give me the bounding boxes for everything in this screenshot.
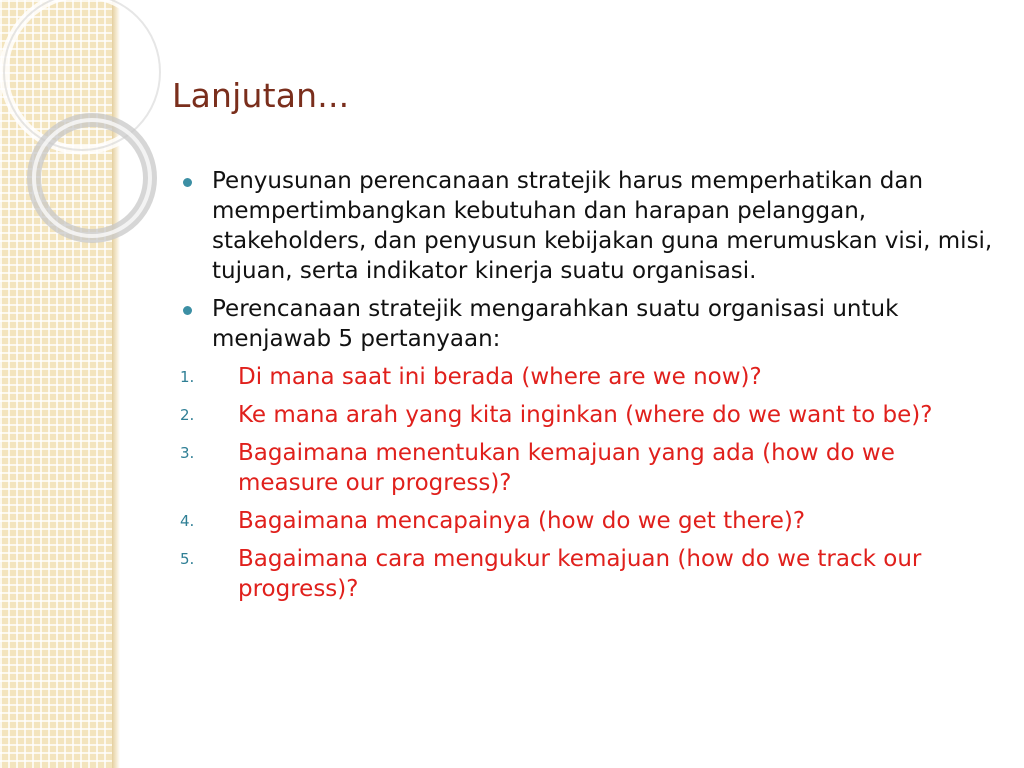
numbered-list xyxy=(180,362,1000,604)
number-marker: 1. xyxy=(180,368,195,386)
bullet-dot-icon xyxy=(183,306,192,315)
numbered-text: Bagaimana cara mengukur kemajuan (how do we track our progress)? xyxy=(238,546,922,602)
bullet-list xyxy=(180,166,1000,354)
numbered-item xyxy=(180,400,1000,430)
bullet-item xyxy=(180,166,1000,286)
bullet-text: Perencanaan stratejik mengarahkan suatu organisasi untuk menjawab 5 pertanyaan: xyxy=(212,296,899,352)
bullet-text: Penyusunan perencanaan stratejik harus memperhatikan dan mempertimbangkan kebutuhan dan harapan pelanggan, stakeholders, dan penyusun kebijakan guna merumuskan visi, misi, tujuan, serta indikator kinerja suatu organisasi. xyxy=(212,168,993,284)
numbered-item xyxy=(180,438,1000,498)
number-marker: 2. xyxy=(180,406,195,424)
numbered-text: Bagaimana menentukan kemajuan yang ada (how do we measure our progress)? xyxy=(238,440,895,496)
slide-title: Lanjutan... xyxy=(172,76,350,115)
numbered-item xyxy=(180,506,1000,536)
bullet-item xyxy=(180,294,1000,354)
decorative-ring-small-highlight xyxy=(34,120,150,236)
number-marker: 5. xyxy=(180,550,195,568)
numbered-item xyxy=(180,544,1000,604)
numbered-text: Ke mana arah yang kita inginkan (where do we want to be)? xyxy=(238,402,933,428)
decorative-rings xyxy=(0,0,200,320)
bullet-dot-icon xyxy=(183,178,192,187)
numbered-text: Di mana saat ini berada (where are we now)? xyxy=(238,364,762,390)
number-marker: 4. xyxy=(180,512,195,530)
numbered-text: Bagaimana mencapainya (how do we get there)? xyxy=(238,508,806,534)
numbered-item xyxy=(180,362,1000,392)
number-marker: 3. xyxy=(180,444,195,462)
slide-body xyxy=(180,166,1000,612)
